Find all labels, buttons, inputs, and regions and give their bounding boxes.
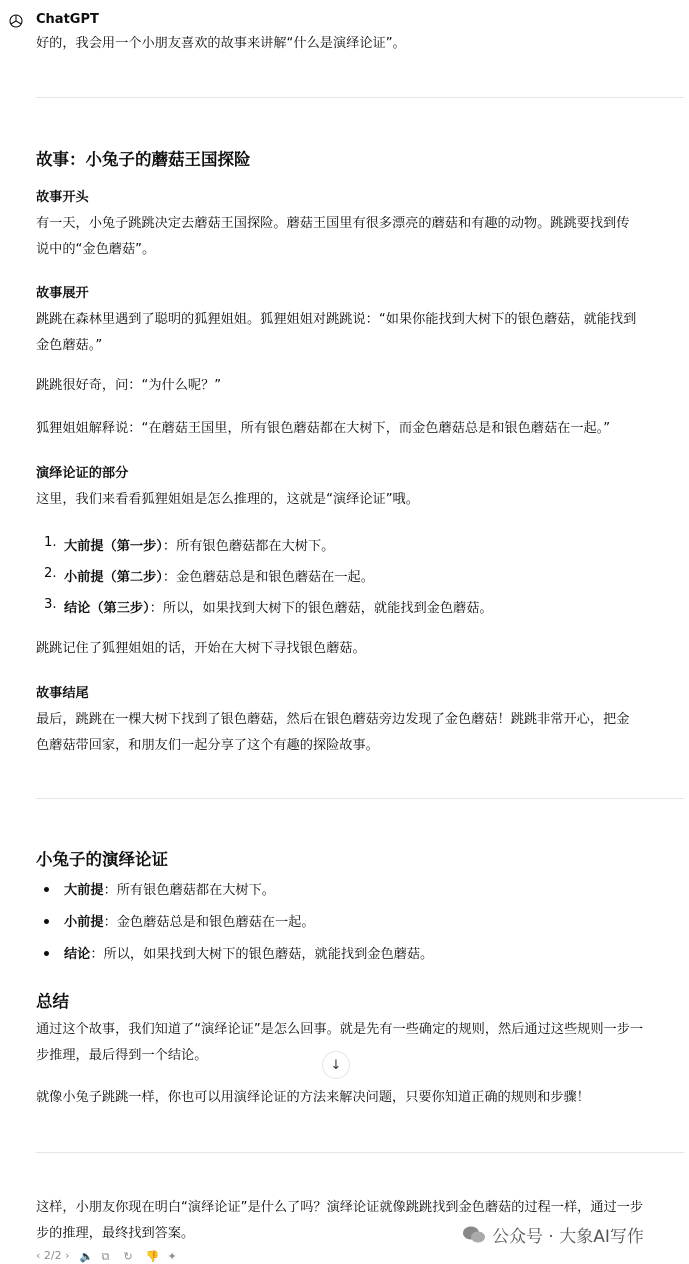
paragraph-line: 狐狸姐姐解释说：“在蘑菇王国里，所有银色蘑菇都在大树下，而金色蘑菇总是和银色蘑菇在一起。”	[36, 421, 611, 436]
list-item-text: ：所有银色蘑菇都在大树下。	[162, 539, 335, 554]
summary-title: 小兔子的演绎论证	[36, 850, 168, 869]
openai-logo-icon	[8, 13, 24, 29]
divider	[36, 97, 684, 98]
paragraph-line: 步的推理，最终找到答案。	[36, 1226, 195, 1241]
paragraph-line: 跳跳在森林里遇到了聪明的狐狸姐姐。狐狸姐姐对跳跳说：“如果你能找到大树下的银色蘑菇，就能找到	[36, 312, 637, 327]
sender-name: ChatGPT	[36, 12, 99, 27]
list-item	[64, 879, 275, 898]
list-item-label: 小前提	[64, 915, 104, 930]
list-item-label: 大前提（第一步）	[64, 539, 163, 554]
paragraph-line: 这样，小朋友你现在明白“演绎论证”是什么了吗？演绎论证就像跳跳找到金色蘑菇的过程一样，通过一步	[36, 1200, 644, 1215]
watermark-text: 公众号 · 大象AI写作	[492, 1227, 644, 1247]
list-number: 2.	[44, 566, 57, 581]
model-switch-icon[interactable]: ✦	[167, 1249, 177, 1263]
section-heading-beginning: 故事开头	[36, 190, 89, 205]
list-number: 3.	[44, 597, 57, 612]
paragraph-line: 最后，跳跳在一棵大树下找到了银色蘑菇，然后在银色蘑菇旁边发现了金色蘑菇！跳跳非常开心，把金	[36, 712, 630, 727]
paragraph-line: 色蘑菇带回家，和朋友们一起分享了这个有趣的探险故事。	[36, 738, 379, 753]
list-item	[64, 535, 334, 554]
arrow-down-icon: ↓	[330, 1057, 342, 1073]
list-item	[64, 597, 493, 616]
divider	[36, 1152, 684, 1153]
list-item-text: ：所以，如果找到大树下的银色蘑菇，就能找到金色蘑菇。	[149, 601, 493, 616]
list-item	[64, 911, 315, 930]
message-toolbar	[36, 1249, 180, 1262]
read-aloud-icon[interactable]: 🔈	[79, 1249, 94, 1263]
list-number: 1.	[44, 535, 57, 550]
paragraph-line: 有一天，小兔子跳跳决定去蘑菇王国探险。蘑菇王国里有很多漂亮的蘑菇和有趣的动物。跳跳要找到传	[36, 216, 630, 231]
paragraph-line: 说中的“金色蘑菇”。	[36, 242, 156, 257]
intro-text: 好的，我会用一个小朋友喜欢的故事来讲解“什么是演绎论证”。	[36, 36, 406, 51]
list-item-text: ：金色蘑菇总是和银色蘑菇在一起。	[103, 915, 315, 930]
list-item-text: ：金色蘑菇总是和银色蘑菇在一起。	[162, 570, 374, 585]
paragraph-line: 跳跳记住了狐狸姐姐的话，开始在大树下寻找银色蘑菇。	[36, 641, 366, 656]
scroll-to-bottom-button[interactable]	[322, 1051, 350, 1079]
list-item-text: ：所以，如果找到大树下的银色蘑菇，就能找到金色蘑菇。	[90, 947, 434, 962]
paragraph-line: 就像小兔子跳跳一样，你也可以用演绎论证的方法来解决问题，只要你知道正确的规则和步骤！	[36, 1090, 590, 1105]
conclusion-title: 总结	[36, 992, 69, 1011]
watermark	[462, 1222, 644, 1247]
list-item-label: 小前提（第二步）	[64, 570, 163, 585]
list-item-label: 大前提	[64, 883, 104, 898]
wechat-icon	[462, 1225, 486, 1245]
section-heading-deduction: 演绎论证的部分	[36, 466, 129, 481]
paragraph-line: 跳跳很好奇，问：“为什么呢？”	[36, 378, 222, 393]
thumbs-down-icon[interactable]: 👎	[145, 1249, 160, 1263]
regenerate-icon[interactable]: ↻	[123, 1249, 133, 1263]
copy-icon[interactable]: ⧉	[101, 1249, 110, 1263]
list-item	[64, 566, 374, 585]
bullet-dot	[44, 887, 49, 892]
response-pager[interactable]: ‹ 2/2 ›	[36, 1249, 70, 1262]
story-title: 故事：小兔子的蘑菇王国探险	[36, 150, 251, 169]
paragraph-line: 金色蘑菇。”	[36, 338, 103, 353]
list-item-label: 结论	[64, 947, 91, 962]
paragraph-line: 步推理，最后得到一个结论。	[36, 1048, 208, 1063]
section-heading-development: 故事展开	[36, 286, 89, 301]
list-item	[64, 943, 433, 962]
section-heading-ending: 故事结尾	[36, 686, 89, 701]
bullet-dot	[44, 919, 49, 924]
paragraph-line: 这里，我们来看看狐狸姐姐是怎么推理的，这就是“演绎论证”哦。	[36, 492, 419, 507]
list-item-label: 结论（第三步）	[64, 601, 150, 616]
paragraph-line: 通过这个故事，我们知道了“演绎论证”是怎么回事。就是先有一些确定的规则，然后通过这些规则一步一	[36, 1022, 644, 1037]
divider	[36, 798, 684, 799]
list-item-text: ：所有银色蘑菇都在大树下。	[103, 883, 275, 898]
bullet-dot	[44, 951, 49, 956]
